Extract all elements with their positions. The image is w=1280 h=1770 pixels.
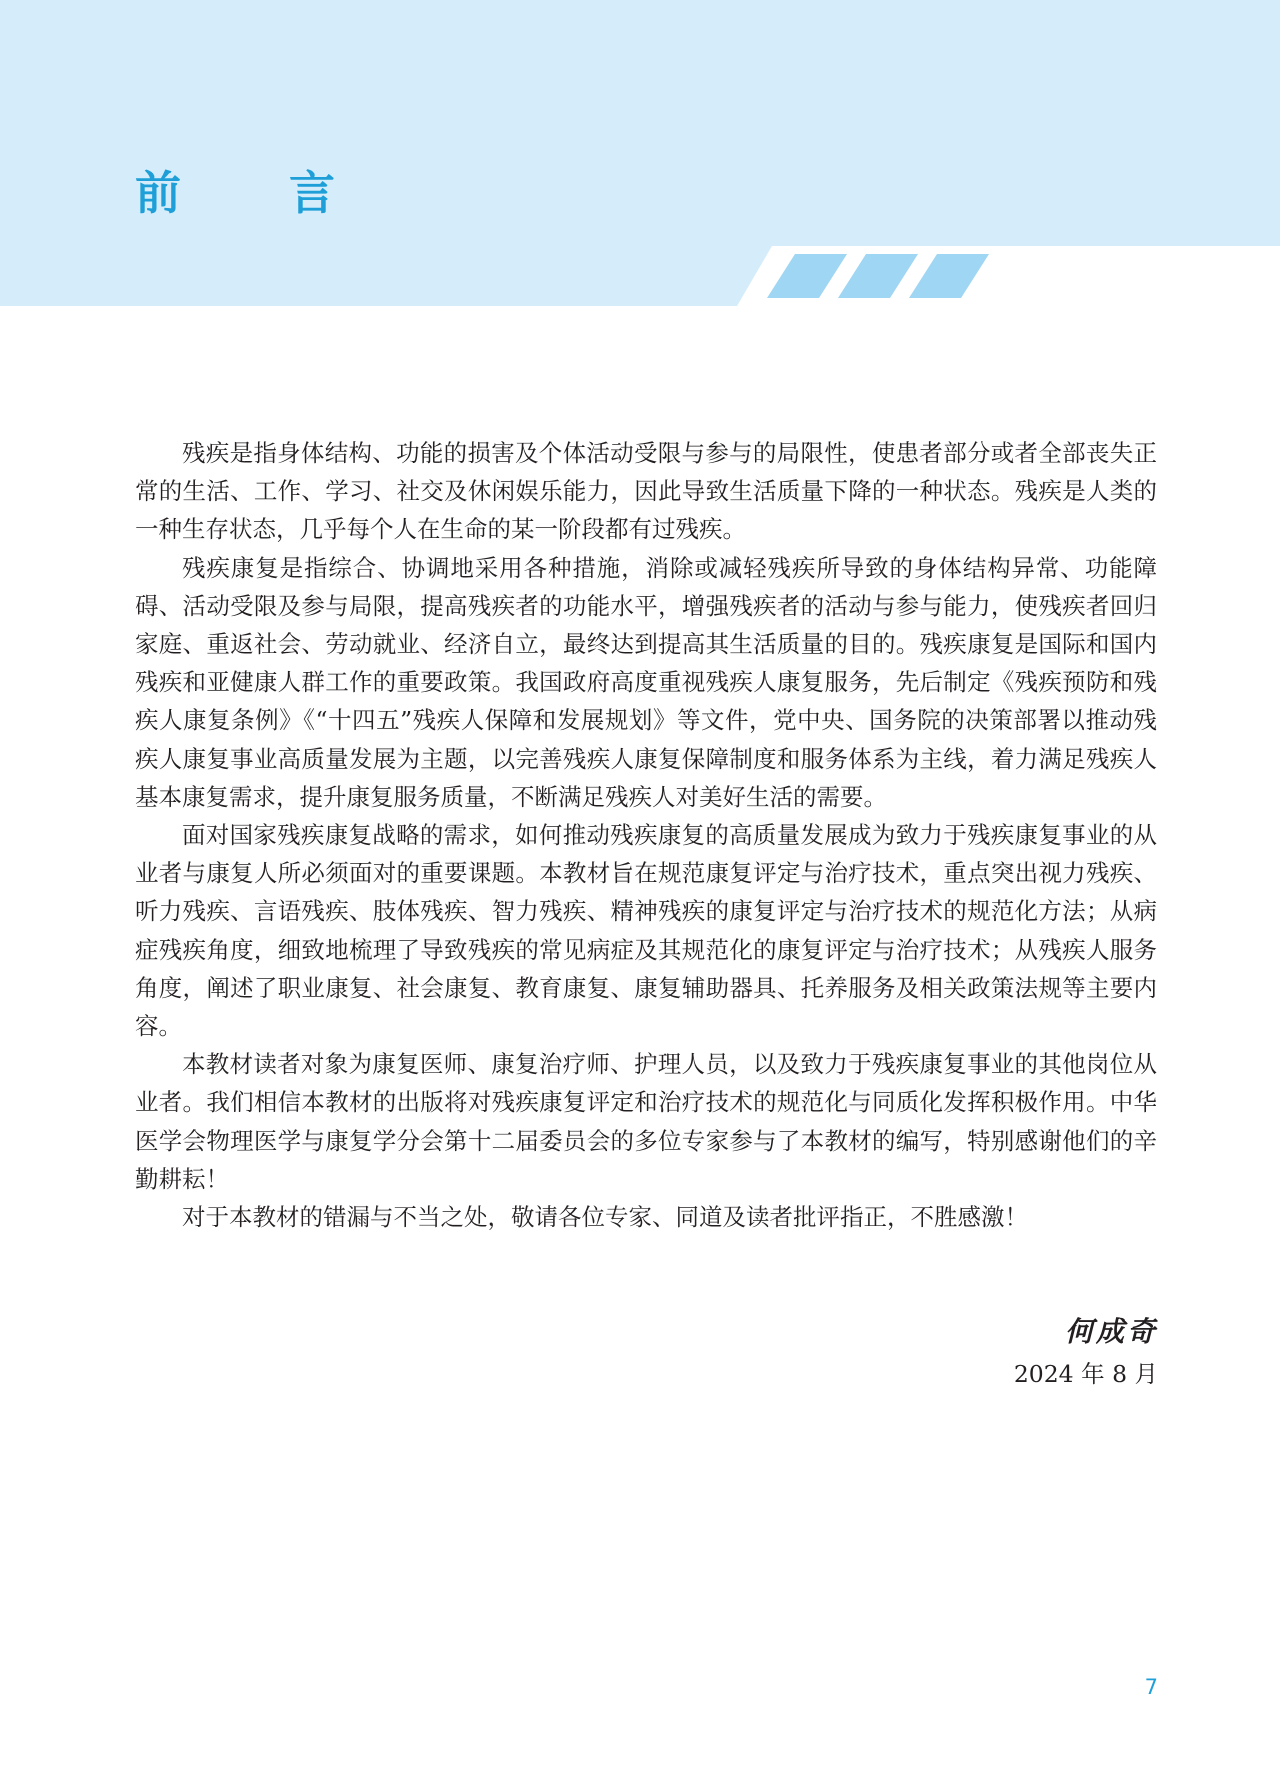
paragraph-5: 对于本教材的错漏与不当之处，敬请各位专家、同道及读者批评指正，不胜感激！ xyxy=(182,1203,1028,1232)
paragraph-2: 残疾康复是指综合、协调地采用各种措施，消除或减轻残疾所导致的身体结构异常、功能障碍、活动受限及参与局限，提高残疾者的功能水平，增强残疾者的活动与参与能力，使残疾者回归家庭、重返社会、劳动就业、经济自立，最终达到提高其生活质量的目的。残疾康复是国际和国内残疾和亚健康人群工作的重要政策。我国政府高度重视残疾人康复服务，先后制定《残疾预防和残疾人康复条例》《“十四五”残疾人保障和发展规划》等文件，党中央、国务院的决策部署以推动残疾人康复事业高质量发展为主题，以完善残疾人康复保障制度和服务体系为主线，着力满足残疾人基本康复需求，提升康复服务质量，不断满足残疾人对美好生活的需要。 xyxy=(135,553,1157,811)
header-band-shape xyxy=(0,0,1280,306)
header-stripe-2 xyxy=(838,254,918,298)
header-stripe-3 xyxy=(909,254,989,298)
page-number: 7 xyxy=(1144,1675,1158,1699)
paragraph-3: 面对国家残疾康复战略的需求，如何推动残疾康复的高质量发展成为致力于残疾康复事业的从业者与康复人所必须面对的重要课题。本教材旨在规范康复评定与治疗技术，重点突出视力残疾、听力残疾、言语残疾、肢体残疾、智力残疾、精神残疾的康复评定与治疗技术的规范化方法；从病症残疾角度，细致地梳理了导致残疾的常见病症及其规范化的康复评定与治疗技术；从残疾人服务角度，阐述了职业康复、社会康复、教育康复、康复辅助器具、托养服务及相关政策法规等主要内容。 xyxy=(135,821,1157,1041)
author-signature: 何成奇 xyxy=(1064,1315,1158,1348)
preface-date: 2024 年 8 月 xyxy=(1013,1360,1158,1388)
paragraph-1: 残疾是指身体结构、功能的损害及个体活动受限与参与的局限性，使患者部分或者全部丧失正常的生活、工作、学习、社交及休闲娱乐能力，因此导致生活质量下降的一种状态。残疾是人类的一种生存状态，几乎每个人在生命的某一阶段都有过残疾。 xyxy=(135,439,1157,544)
header-stripe-1 xyxy=(767,254,847,298)
preface-body xyxy=(135,434,1157,1236)
paragraph-4: 本教材读者对象为康复医师、康复治疗师、护理人员，以及致力于残疾康复事业的其他岗位从业者。我们相信本教材的出版将对残疾康复评定和治疗技术的规范化与同质化发挥积极作用。中华医学会物理医学与康复学分会第十二届委员会的多位专家参与了本教材的编写，特别感谢他们的辛勤耕耘！ xyxy=(135,1050,1157,1193)
page-title: 前 言 xyxy=(135,166,382,220)
header-band xyxy=(0,0,1280,306)
header-band-graphic xyxy=(0,0,1280,306)
